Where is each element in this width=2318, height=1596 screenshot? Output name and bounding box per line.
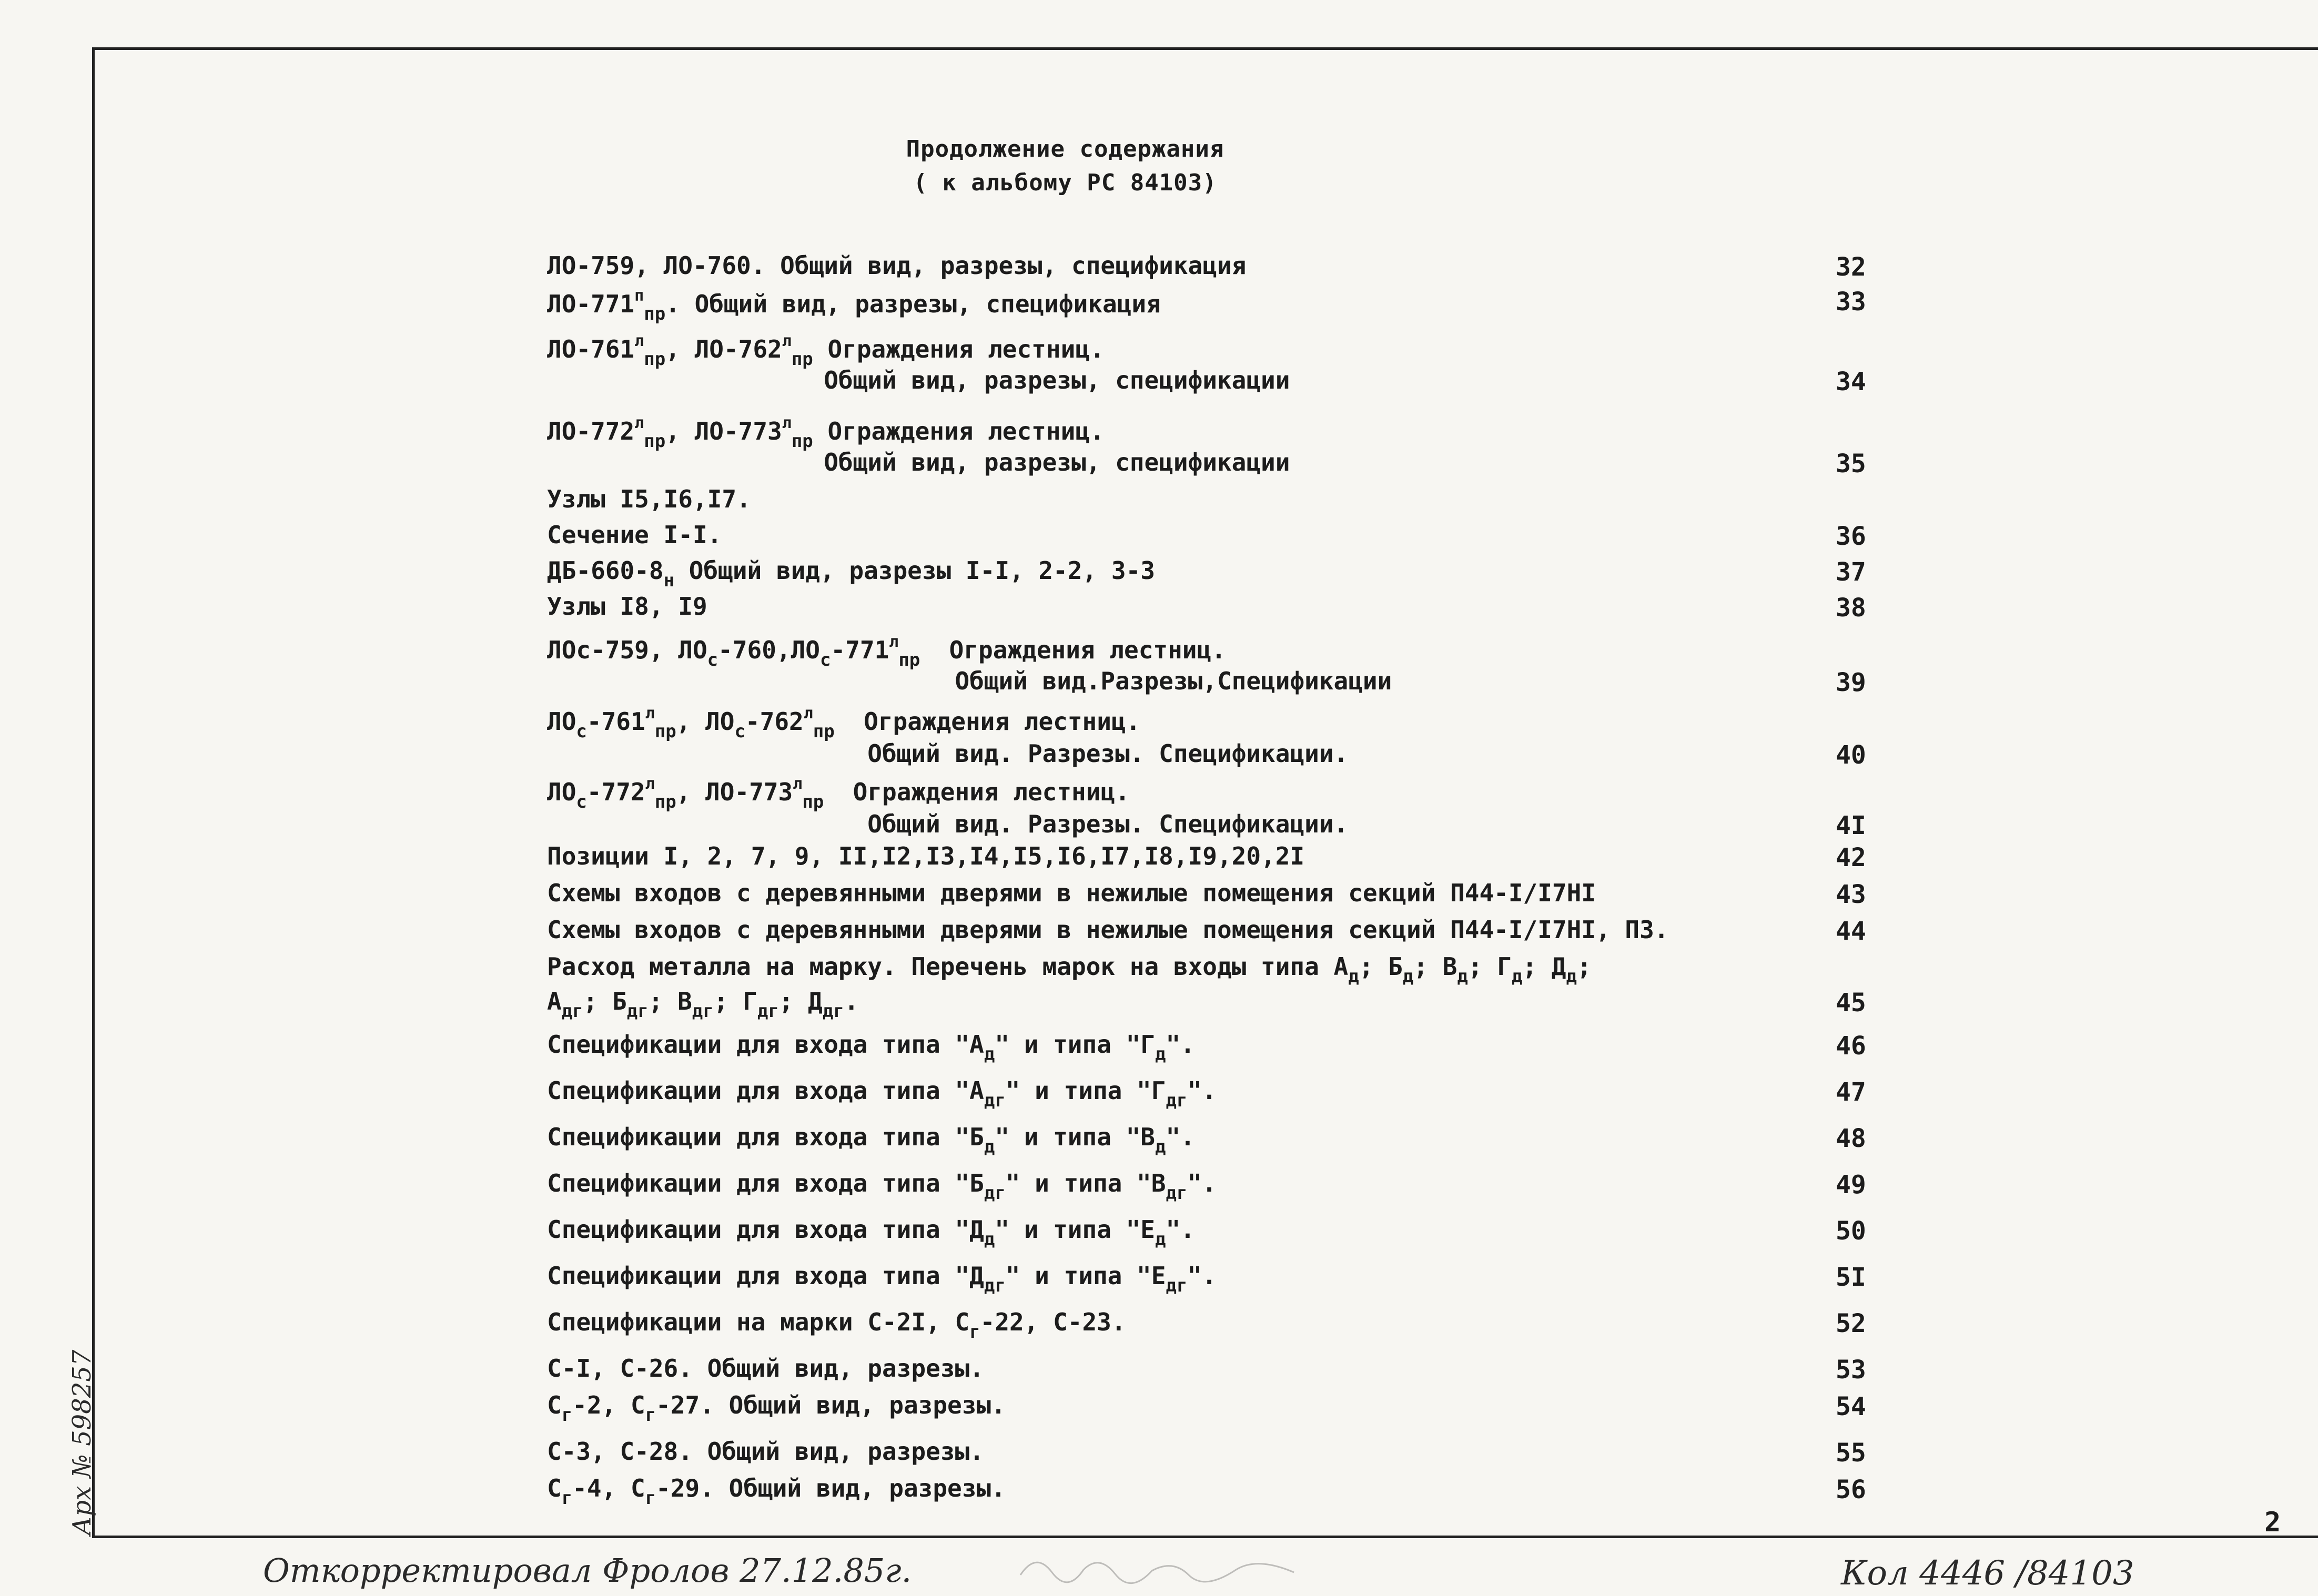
toc-entry-segment: С bbox=[547, 1391, 562, 1419]
toc-entry-segment: С-3, С-28. Общий вид, разрезы. bbox=[547, 1437, 984, 1466]
toc-entry-subscript: с bbox=[734, 721, 745, 742]
toc-entry-text bbox=[547, 669, 1392, 693]
toc-entry-subscript: пр bbox=[644, 431, 666, 452]
toc-page-number: 56 bbox=[1836, 1475, 1866, 1504]
toc-entry-segment: ; В bbox=[1413, 952, 1457, 981]
toc-entry-segment: ; Б bbox=[1359, 952, 1403, 981]
toc-entry-segment: ". bbox=[1187, 1169, 1217, 1197]
toc-entry-segment: " и типа "В bbox=[1005, 1169, 1166, 1197]
toc-entry-segment: Спецификации на марки С-2I, С bbox=[547, 1308, 970, 1336]
toc-entry-segment: Общий вид, разрезы, спецификации bbox=[547, 366, 1290, 394]
toc-entry-segment: -29. Общий вид, разрезы. bbox=[656, 1474, 1006, 1502]
handwritten-catalog-number: Кол 4446 /84103 bbox=[1841, 1554, 2134, 1593]
toc-entry-text bbox=[547, 1476, 1006, 1507]
toc-entry-supscript: л bbox=[803, 704, 813, 723]
toc-entry-subscript: пр bbox=[654, 721, 676, 742]
toc-entry-segment: Спецификации для входа типа "Б bbox=[547, 1123, 984, 1151]
toc-entry-subscript: г bbox=[645, 1488, 656, 1509]
toc-entry-segment: Ограждения лестниц. bbox=[834, 707, 1141, 736]
toc-entry-segment: Общий вид.Разрезы,Спецификации bbox=[547, 667, 1392, 695]
toc-entry-text bbox=[547, 1356, 984, 1380]
toc-entry-segment: Ограждения лестниц. bbox=[813, 417, 1105, 445]
toc-entry-text bbox=[547, 1171, 1217, 1202]
toc-entry-text bbox=[547, 954, 1592, 985]
toc-entry-subscript: пр bbox=[802, 791, 824, 812]
toc-entry-subscript: г bbox=[561, 1405, 573, 1426]
toc-entry-segment: ЛОс-759, ЛО bbox=[547, 636, 707, 664]
toc-entry-subscript: дг bbox=[984, 1090, 1006, 1111]
stamp-signature bbox=[1015, 1549, 1299, 1585]
toc-entry-subscript: пр bbox=[898, 649, 920, 670]
sheet-number: 2 bbox=[2264, 1507, 2281, 1538]
toc-entry-segment: ; Г bbox=[1467, 952, 1512, 981]
toc-page-number: 53 bbox=[1836, 1355, 1866, 1385]
toc-entry-segment: " и типа "Е bbox=[995, 1215, 1155, 1244]
toc-entry-subscript: д bbox=[1155, 1229, 1166, 1250]
toc-entry-text bbox=[547, 558, 1155, 589]
toc-entry-supscript: л bbox=[782, 414, 792, 432]
toc-entry-segment: -760,ЛО bbox=[718, 636, 820, 664]
toc-entry-subscript: д bbox=[984, 1229, 995, 1250]
toc-entry-text bbox=[547, 523, 722, 547]
toc-entry-segment: " и типа "Е bbox=[1005, 1262, 1166, 1290]
toc-entry-subscript: д bbox=[1511, 966, 1523, 987]
toc-entry-subscript: дг bbox=[1166, 1275, 1188, 1296]
toc-entry-text bbox=[547, 812, 1348, 836]
toc-entry-segment: Спецификации для входа типа "Д bbox=[547, 1262, 984, 1290]
toc-entry-supscript: л bbox=[645, 775, 655, 793]
toc-page-number: 46 bbox=[1836, 1031, 1866, 1061]
toc-entry-subscript: д bbox=[984, 1136, 995, 1157]
toc-entry-supscript: л bbox=[634, 414, 644, 432]
toc-entry-subscript: г bbox=[561, 1488, 573, 1509]
toc-page-number: 45 bbox=[1836, 988, 1866, 1018]
toc-page-number: 40 bbox=[1836, 740, 1866, 770]
toc-entry-subscript: д bbox=[1348, 966, 1359, 987]
toc-entry-segment: Общий вид, разрезы, спецификации bbox=[547, 448, 1290, 476]
toc-entry-segment: " и типа "В bbox=[995, 1123, 1155, 1151]
toc-entry-segment: , ЛО-773 bbox=[665, 417, 782, 445]
toc-entry-subscript: с bbox=[707, 649, 718, 670]
toc-entry-text bbox=[547, 1032, 1195, 1063]
toc-entry-segment: -772 bbox=[586, 778, 645, 806]
toc-entry-segment: -771 bbox=[831, 636, 889, 664]
toc-entry-subscript: с bbox=[820, 649, 831, 670]
toc-entry-subscript: с bbox=[576, 721, 587, 742]
toc-entry-text bbox=[547, 1437, 984, 1466]
toc-page-number: 49 bbox=[1836, 1170, 1866, 1199]
toc-entry-segment: . bbox=[844, 987, 859, 1015]
toc-entry-segment: ЛО-759, ЛО-760. Общий вид, разрезы, спецификация bbox=[547, 251, 1247, 280]
toc-entry-segment: ; Д bbox=[778, 987, 823, 1015]
toc-entry-segment: С bbox=[547, 1474, 562, 1502]
toc-entry-segment: Общий вид. Разрезы. Спецификации. bbox=[547, 739, 1349, 768]
toc-entry-supscript: л bbox=[782, 332, 792, 350]
toc-entry-subscript: дг bbox=[1166, 1183, 1188, 1204]
toc-entry-segment: -2, С bbox=[572, 1391, 645, 1419]
toc-entry-supscript: л bbox=[634, 332, 644, 350]
toc-entry-text bbox=[547, 1125, 1195, 1156]
toc-page-number: 35 bbox=[1836, 449, 1866, 479]
toc-entry-segment: , ЛО-773 bbox=[676, 778, 793, 806]
toc-entry-segment: ДБ-660-8 bbox=[547, 556, 664, 585]
toc-entry-segment: Спецификации для входа типа "А bbox=[547, 1076, 984, 1105]
toc-entry-segment: ; bbox=[1577, 952, 1592, 981]
toc-entry-segment: ". bbox=[1166, 1215, 1195, 1244]
toc-entry-segment: ". bbox=[1166, 1123, 1195, 1151]
toc-entry-segment: -762 bbox=[745, 707, 804, 736]
toc-entry-segment: ЛО bbox=[547, 778, 576, 806]
toc-entry-subscript: дг bbox=[757, 1001, 779, 1022]
toc-entry-text bbox=[547, 487, 751, 511]
toc-entry-subscript: дг bbox=[561, 1001, 583, 1022]
toc-entry-text bbox=[547, 918, 1668, 942]
toc-entry-segment: Спецификации для входа типа "Д bbox=[547, 1215, 984, 1244]
toc-entry-text bbox=[547, 776, 1130, 811]
toc-entry-text bbox=[547, 1076, 1217, 1111]
toc-entry-segment: Узлы I8, I9 bbox=[547, 592, 707, 621]
toc-page-number: 32 bbox=[1836, 252, 1866, 282]
toc-entry-text bbox=[547, 1217, 1195, 1248]
toc-entry-segment: Схемы входов с деревянными дверями в нежилые помещения секций П44-I/I7HI bbox=[547, 879, 1596, 907]
toc-page-number: 33 bbox=[1836, 287, 1866, 317]
toc-page-number: 38 bbox=[1836, 593, 1866, 623]
toc-entry-segment: Спецификации для входа типа "А bbox=[547, 1030, 984, 1059]
toc-entry-text bbox=[547, 1310, 1126, 1341]
toc-entry-text bbox=[547, 881, 1596, 905]
toc-page-number: 52 bbox=[1836, 1309, 1866, 1338]
toc-entry-subscript: дг bbox=[692, 1001, 714, 1022]
toc-entry-text bbox=[547, 741, 1348, 766]
toc-entry-text bbox=[547, 592, 707, 621]
toc-entry-segment: ". bbox=[1187, 1262, 1217, 1290]
toc-entry-subscript: пр bbox=[644, 349, 666, 370]
toc-entry-subscript: дг bbox=[984, 1183, 1006, 1204]
toc-entry-segment: Ограждения лестниц. bbox=[824, 778, 1130, 806]
toc-entry-supscript: л bbox=[889, 633, 899, 651]
toc-entry-subscript: д bbox=[1155, 1136, 1166, 1157]
toc-entry-subscript: с bbox=[576, 791, 587, 812]
toc-entry-segment: , ЛО-762 bbox=[665, 335, 782, 363]
toc-entry-text bbox=[547, 415, 1105, 450]
toc-entry-segment: Ограждения лестниц. bbox=[813, 335, 1105, 363]
toc-entry-text bbox=[547, 368, 1290, 392]
toc-page-number: 54 bbox=[1836, 1392, 1866, 1421]
toc-entry-segment: -4, С bbox=[572, 1474, 645, 1502]
toc-entry-segment: ; В bbox=[648, 987, 692, 1015]
toc-entry-segment: ; Г bbox=[713, 987, 757, 1015]
toc-entry-segment: Спецификации для входа типа "Б bbox=[547, 1169, 984, 1197]
toc-entry-text bbox=[547, 634, 1226, 669]
toc-entry-segment: . Общий вид, разрезы, спецификация bbox=[665, 290, 1161, 318]
toc-entry-segment: " и типа "Г bbox=[995, 1030, 1155, 1059]
handwritten-correction-note: Откорректировал Фролов 27.12.85г. bbox=[263, 1551, 912, 1590]
toc-entry-segment: А bbox=[547, 987, 562, 1015]
toc-entry-subscript: д bbox=[1402, 966, 1414, 987]
toc-entry-subscript: н bbox=[663, 570, 675, 591]
toc-entry-subscript: дг bbox=[984, 1275, 1006, 1296]
toc-entry-segment: , ЛО bbox=[676, 707, 735, 736]
toc-entry-segment: Общий вид. Разрезы. Спецификации. bbox=[547, 810, 1349, 838]
toc-entry-segment: С-I, С-26. Общий вид, разрезы. bbox=[547, 1354, 984, 1382]
toc-entry-segment: Сечение I-I. bbox=[547, 521, 722, 549]
toc-entry-segment: ; Д bbox=[1522, 952, 1566, 981]
toc-page-number: 44 bbox=[1836, 917, 1866, 946]
document-title: Продолжение содержания bbox=[906, 136, 1224, 162]
toc-entry-segment: Схемы входов с деревянными дверями в нежилые помещения секций П44-I/I7HI, П3. bbox=[547, 916, 1669, 944]
toc-entry-segment: -27. Общий вид, разрезы. bbox=[656, 1391, 1006, 1419]
toc-page-number: 5I bbox=[1836, 1263, 1866, 1292]
toc-page-number: 4I bbox=[1836, 811, 1866, 840]
toc-entry-text bbox=[547, 253, 1246, 278]
toc-entry-segment: ". bbox=[1187, 1076, 1217, 1105]
toc-entry-subscript: д bbox=[1566, 966, 1577, 987]
toc-entry-segment: Ограждения лестниц. bbox=[920, 636, 1226, 664]
toc-page-number: 43 bbox=[1836, 880, 1866, 909]
toc-entry-segment: Расход металла на марку. Перечень марок на входы типа А bbox=[547, 952, 1349, 981]
toc-entry-segment: Позиции I, 2, 7, 9, II,I2,I3,I4,I5,I6,I7,I8,I9,20,2I bbox=[547, 842, 1305, 870]
toc-entry-subscript: пр bbox=[791, 431, 813, 452]
toc-entry-subscript: пр bbox=[654, 791, 676, 812]
archive-number-note: Арх № 598257 bbox=[67, 1349, 97, 1536]
toc-entry-text bbox=[547, 288, 1161, 323]
toc-entry-subscript: пр bbox=[644, 303, 666, 324]
toc-entry-text bbox=[547, 1393, 1006, 1424]
toc-page-number: 37 bbox=[1836, 557, 1866, 587]
toc-entry-subscript: г bbox=[969, 1321, 980, 1343]
toc-entry-segment: ЛО-772 bbox=[547, 417, 635, 445]
toc-entry-subscript: г bbox=[645, 1405, 656, 1426]
toc-page-number: 36 bbox=[1836, 522, 1866, 551]
toc-entry-subscript: пр bbox=[813, 721, 835, 742]
toc-page-number: 47 bbox=[1836, 1077, 1866, 1107]
toc-entry-supscript: л bbox=[793, 775, 803, 793]
toc-entry-segment: ЛО-771 bbox=[547, 290, 635, 318]
toc-page-number: 42 bbox=[1836, 843, 1866, 872]
toc-entry-supscript: л bbox=[645, 704, 655, 723]
toc-entry-text bbox=[547, 706, 1140, 740]
toc-entry-segment: ; Б bbox=[583, 987, 627, 1015]
document-subtitle: ( к альбому РС 84103) bbox=[913, 169, 1217, 196]
toc-entry-subscript: д bbox=[984, 1044, 995, 1065]
toc-entry-segment: -761 bbox=[586, 707, 645, 736]
toc-entry-subscript: д bbox=[1457, 966, 1468, 987]
toc-entry-segment: ЛО-761 bbox=[547, 335, 635, 363]
toc-page-number: 48 bbox=[1836, 1124, 1866, 1153]
toc-entry-subscript: пр bbox=[791, 349, 813, 370]
toc-page-number: 34 bbox=[1836, 367, 1866, 397]
toc-entry-subscript: д bbox=[1155, 1044, 1166, 1065]
toc-entry-segment: ЛО bbox=[547, 707, 576, 736]
toc-entry-text bbox=[547, 844, 1304, 868]
toc-entry-subscript: дг bbox=[1166, 1090, 1188, 1111]
toc-page-number: 50 bbox=[1836, 1216, 1866, 1246]
toc-entry-segment: ". bbox=[1166, 1030, 1195, 1059]
toc-entry-subscript: дг bbox=[626, 1001, 649, 1022]
toc-entry-supscript: п bbox=[634, 287, 644, 305]
toc-entry-text bbox=[547, 333, 1105, 368]
toc-entry-segment: " и типа "Г bbox=[1005, 1076, 1166, 1105]
toc-entry-segment: Узлы I5,I6,I7. bbox=[547, 485, 751, 513]
toc-entry-text bbox=[547, 989, 859, 1020]
toc-entry-segment: Общий вид, разрезы I-I, 2-2, 3-3 bbox=[674, 556, 1155, 585]
toc-entry-segment: -22, С-23. bbox=[980, 1308, 1126, 1336]
toc-entry-text bbox=[547, 450, 1290, 474]
toc-entry-text bbox=[547, 1264, 1217, 1295]
toc-page-number: 55 bbox=[1836, 1438, 1866, 1468]
toc-page-number: 39 bbox=[1836, 668, 1866, 697]
toc-entry-subscript: дг bbox=[822, 1001, 844, 1022]
